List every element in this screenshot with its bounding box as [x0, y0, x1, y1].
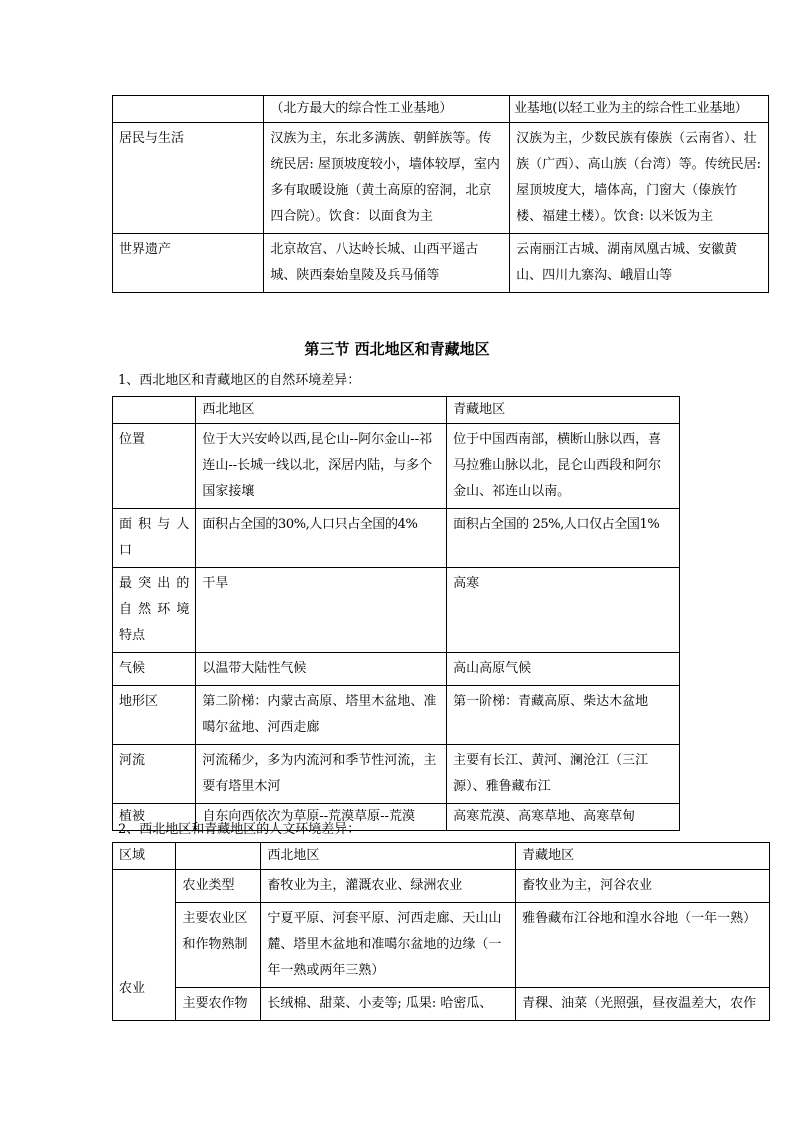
table-row [113, 653, 680, 686]
table-row [113, 745, 680, 804]
table-cell: 宁夏平原、河套平原、河西走廊、天山山麓、塔里木盆地和准噶尔盆地的边缘（一年一熟或两年三熟） [261, 903, 516, 988]
table-human-environment [112, 842, 770, 1021]
table-cell: 面积占全国的30%,人口只占全国的4% [196, 509, 447, 568]
subtitle-natural-environment: 1、西北地区和青藏地区的自然环境差异： [118, 373, 361, 388]
table-cell [113, 96, 264, 123]
table-header-row [113, 397, 680, 424]
table-row [113, 96, 769, 123]
row-label: 主要农业区和作物熟制 [176, 903, 261, 988]
table-cell: 第二阶梯：内蒙古高原、塔里木盆地、准噶尔盆地、河西走廊 [196, 686, 447, 745]
table-cell: 北京故宫、八达岭长城、山西平遥古城、陕西秦始皇陵及兵马俑等 [264, 234, 510, 293]
row-label: 气候 [113, 653, 196, 686]
table-row [113, 123, 769, 234]
table-cell: 汉族为主，东北多满族、朝鲜族等。传统民居: 屋顶坡度较小，墙体较厚，室内多有取暖设施（黄土高原的窑洞，北京四合院）。饮食：以面食为主 [264, 123, 510, 234]
table-natural-environment [112, 396, 680, 831]
table-cell: 畜牧业为主，灌溉农业、绿洲农业 [261, 870, 516, 903]
table-cell: 长绒棉、甜菜、小麦等; 瓜果: 哈密瓜、 [261, 988, 516, 1021]
table-cell: 汉族为主，少数民族有傣族（云南省）、壮族（广西）、高山族（台湾）等。传统民居: 屋顶坡度大，墙体高，门窗大（傣族竹楼、福建土楼）。饮食: 以米饭为主 [510, 123, 769, 234]
table-row [113, 568, 680, 653]
table-header-row [113, 843, 770, 870]
table-cell: 云南丽江古城、湖南凤凰古城、安徽黄山、四川九寨沟、峨眉山等 [510, 234, 769, 293]
group-label-agriculture: 农业 [113, 870, 176, 1021]
row-label: 农业类型 [176, 870, 261, 903]
section-title: 第三节 西北地区和青藏地区 [304, 340, 490, 358]
row-label: 面 积 与 人 口 [113, 509, 196, 568]
table-header-cell: 青藏地区 [516, 843, 770, 870]
table-header-cell: 西北地区 [261, 843, 516, 870]
table-cell: 青稞、油菜（光照强，昼夜温差大，农作 [516, 988, 770, 1021]
row-label: 河流 [113, 745, 196, 804]
table-cell: 第一阶梯：青藏高原、柴达木盆地 [447, 686, 680, 745]
table-cell: 自东向西依次为草原--荒漠草原--荒漠 [196, 804, 447, 831]
row-label: 植被 [113, 804, 196, 831]
table-row [113, 424, 680, 509]
row-label: 居民与生活 [113, 123, 264, 234]
table-cell: 位于中国西南部，横断山脉以西，喜马拉雅山脉以北，昆仑山西段和阿尔金山、祁连山以南。 [447, 424, 680, 509]
table-north-south-comparison [112, 95, 769, 293]
table-row [113, 686, 680, 745]
table-cell: 高山高原气候 [447, 653, 680, 686]
table-cell: 高寒 [447, 568, 680, 653]
row-label: 世界遗产 [113, 234, 264, 293]
table-cell: 雅鲁藏布江谷地和湟水谷地（一年一熟） [516, 903, 770, 988]
table-header-cell: 西北地区 [196, 397, 447, 424]
table-cell: 河流稀少，多为内流河和季节性河流，主要有塔里木河 [196, 745, 447, 804]
table-row [113, 903, 770, 988]
table-row [113, 234, 769, 293]
table-row [113, 870, 770, 903]
row-label: 位置 [113, 424, 196, 509]
row-label: 最 突 出 的 自 然 环 境 特点 [113, 568, 196, 653]
table-cell: 面积占全国的 25%,人口仅占全国1% [447, 509, 680, 568]
table-cell: （北方最大的综合性工业基地） [264, 96, 510, 123]
table-row [113, 988, 770, 1021]
table-row [113, 509, 680, 568]
table-header-cell: 区域 [113, 843, 176, 870]
subtitle-human-environment: 2、西北地区和青藏地区的人文环境差异： [118, 822, 361, 837]
row-label: 主要农作物 [176, 988, 261, 1021]
table-cell: 业基地(以轻工业为主的综合性工业基地） [510, 96, 769, 123]
table-header-cell: 青藏地区 [447, 397, 680, 424]
row-label: 地形区 [113, 686, 196, 745]
table-cell: 位于大兴安岭以西,昆仑山--阿尔金山--祁连山--长城一线以北，深居内陆，与多个国家接壤 [196, 424, 447, 509]
table-header-cell [176, 843, 261, 870]
table-cell: 干旱 [196, 568, 447, 653]
table-cell: 主要有长江、黄河、澜沧江（三江源）、雅鲁藏布江 [447, 745, 680, 804]
table-header-cell [113, 397, 196, 424]
table-cell: 畜牧业为主，河谷农业 [516, 870, 770, 903]
table-cell: 高寒荒漠、高寒草地、高寒草甸 [447, 804, 680, 831]
table-cell: 以温带大陆性气候 [196, 653, 447, 686]
